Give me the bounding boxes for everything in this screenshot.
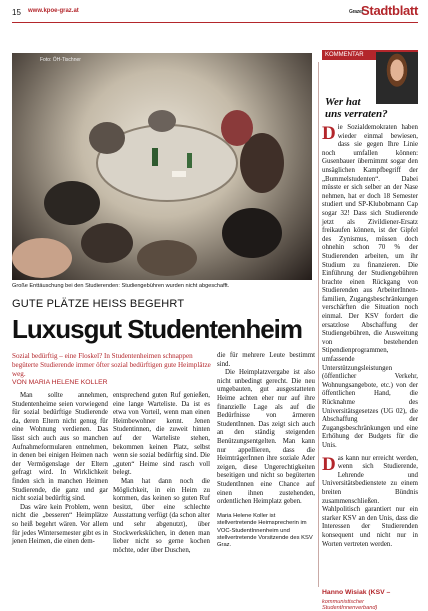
commentary-body [322, 124, 418, 549]
article-column-1 [12, 392, 108, 547]
brand-small: Grazer [349, 9, 364, 15]
commentary-signature-role: kommunistischer StudentInnenverband) [322, 599, 378, 611]
header-rule [12, 22, 418, 23]
commentary-sidebar [322, 50, 418, 611]
article-photo [12, 53, 312, 280]
photo-caption: Große Enttäuschung bei den Studierenden: Studiengebühren wurden nicht abgeschafft. [12, 283, 230, 289]
brand-name: Stadtblatt [361, 3, 418, 18]
students-photo-graphic [12, 53, 312, 280]
header-url[interactable]: www.kpoe-graz.at [28, 8, 79, 14]
commentary-signature: Hanno Wisiak (KSV – [322, 589, 391, 596]
commentary-paragraph [322, 124, 418, 451]
photo-credit: Foto: ÖH-Tischner [40, 57, 81, 63]
commentary-label: KOMMENTAR [322, 50, 418, 60]
body-paragraph: Das wäre kein Problem, wenn nicht die „besseren“ Heimplätze so heiß begehrt wären. Vor allem für jedes Wintersemester gibt es in jenen Heimen, die einen dem- [12, 503, 108, 546]
article-lead: Sozial bedürftig – eine Floskel? In Studentenheimen schnappen begüterte Studierende immer öfter sozial bedürftigen gute Heimplätze weg. [12, 352, 211, 378]
body-paragraph: Man hat dann noch die Möglichkeit, in ein Heim zu kommen, das keinen so guten Ruf besitzt, über eine schlechte Ausstattung verfügt (da schon alter und sehr abgenutzt), über Stockwerksküchen, in denen man lieber nicht so gerne kochen möchte, oder über Duschen, [113, 477, 210, 554]
article-byline: VON MARIA HELENE KOLLER [12, 379, 108, 386]
column-divider [318, 62, 319, 587]
article-column-3 [217, 352, 315, 550]
article-headline: Luxusgut Studentenheim [12, 314, 302, 344]
body-paragraph: Die Heimplatzvergabe ist also nicht unbedingt gerecht. Die neu umgebauten, gut ausgestatteten Heime achten eher nur auf ihre finanzielle Lage als auf die Bedürfnisse von ärmeren StudentInnen. Das zeigt sich auch an den ständig steigenden Benützungsentgelten. Man kann nur appellieren, dass die HeimträgerInnen ihre soziale Ader zeigen, diese Ungerechtigkeiten beseitigen und nicht so begüterten StudentInnen eine Chance auf einen ihnen zustehenden, ordentlichen Heimplatz geben. [217, 369, 315, 506]
body-paragraph: entsprechend guten Ruf genießen, eine lange Warteliste. Da ist es etwa von Vorteil, wenn man einen Heimbewohner kennt. Jenen Studentinnen, die zuweit hinten auf der Warteliste stehen, bekommen keinen Platz, selbst wenn sie sozial bedürftig sind. Die „guten“ Heime sind rasch voll belegt. [113, 392, 210, 477]
page-number: 15 [12, 8, 21, 17]
brand-logo [349, 3, 418, 18]
body-paragraph: Man sollte annehmen, Studentenheime seien vorwiegend für sozial bedürftige Studierende da, deren Eltern nicht genug für eine Wohnung verdienen. Das lässt sich auch aus so manchen Aufnahmeformularen entnehmen, in denen bei einigen Heimen nach der Vermögenslage der Eltern gefragt wird. In Wirklichkeit finden sich in manchen Heimen Studierende, die ganz und gar nicht sozial bedürftig sind. [12, 392, 108, 503]
drop-cap: D [322, 453, 336, 475]
author-note: Maria Helene Koller ist stellvertretende Heimsprecherin im VOC-StudentInnenheim und stellvertretende Vorsitzende des KSV Graz. [217, 512, 313, 549]
drop-cap: D [322, 123, 336, 144]
commentary-paragraph [322, 455, 418, 550]
commentary-paragraph-text: ie Sozialdemokraten haben wieder einmal bewiesen, dass sie gegen Ihre Linie noch umfallen können: Gusenbauer übernimmt sogar den unsäglichen Kampfbegriff der „Bummelstudenten“. Dabei müsste er sich selber an der Nase nehmen, hat er doch 18 Semester studiert und SP-Klubobmann Cap sogar 32! Dass sich Studierende jetzt als Zivildiener-Ersatz freikaufen können, ist der Gipfel des Zynismus, müssen doch ohnehin schon 70 % der Studierenden arbeiten, um ihr Studium zu finanzieren. Die Einführung der Studiengebühren brachte einen Rückgang von Studierenden aus ArbeiterInnen-familien, Zugangsbeschränkungen verschärften die Situation noch einmal. Der KSV fordert die ersatzlose Abschaffung der Studiengebühren, die Ausweitung von bestehenden Stipendienprogrammen, umfassende Unterstützungsleistungen (öffentlicher Verkehr, Wohnungsangebote, etc.) von der öffentlichen Hand, die Rücknahme des Universitätsgesetzes (UG 02), die Abschaffung der Zugangsbeschränkungen und eine Erhöhung der Budgets für die Unis. [322, 124, 418, 449]
page-header [12, 4, 418, 22]
body-paragraph: die für mehrere Leute bestimmt sind. [217, 352, 315, 368]
commentary-title: Wer hat uns verraten? [325, 96, 388, 120]
article-column-2 [113, 392, 210, 555]
commentary-paragraph-text: as kann nur erreicht werden, wenn sich Studierende, Lehrende und Universitätsbedienstete zu einem breiten Bündnis zusammenschließen. Wahlpolitisch garantiert nur ein starker KSV an den Unis, dass die Interessen der Studierenden konsequent und nicht nur in Worten vertreten werden. [322, 454, 418, 548]
article-kicker: GUTE PLÄTZE HEISS BEGEHRT [12, 298, 185, 310]
